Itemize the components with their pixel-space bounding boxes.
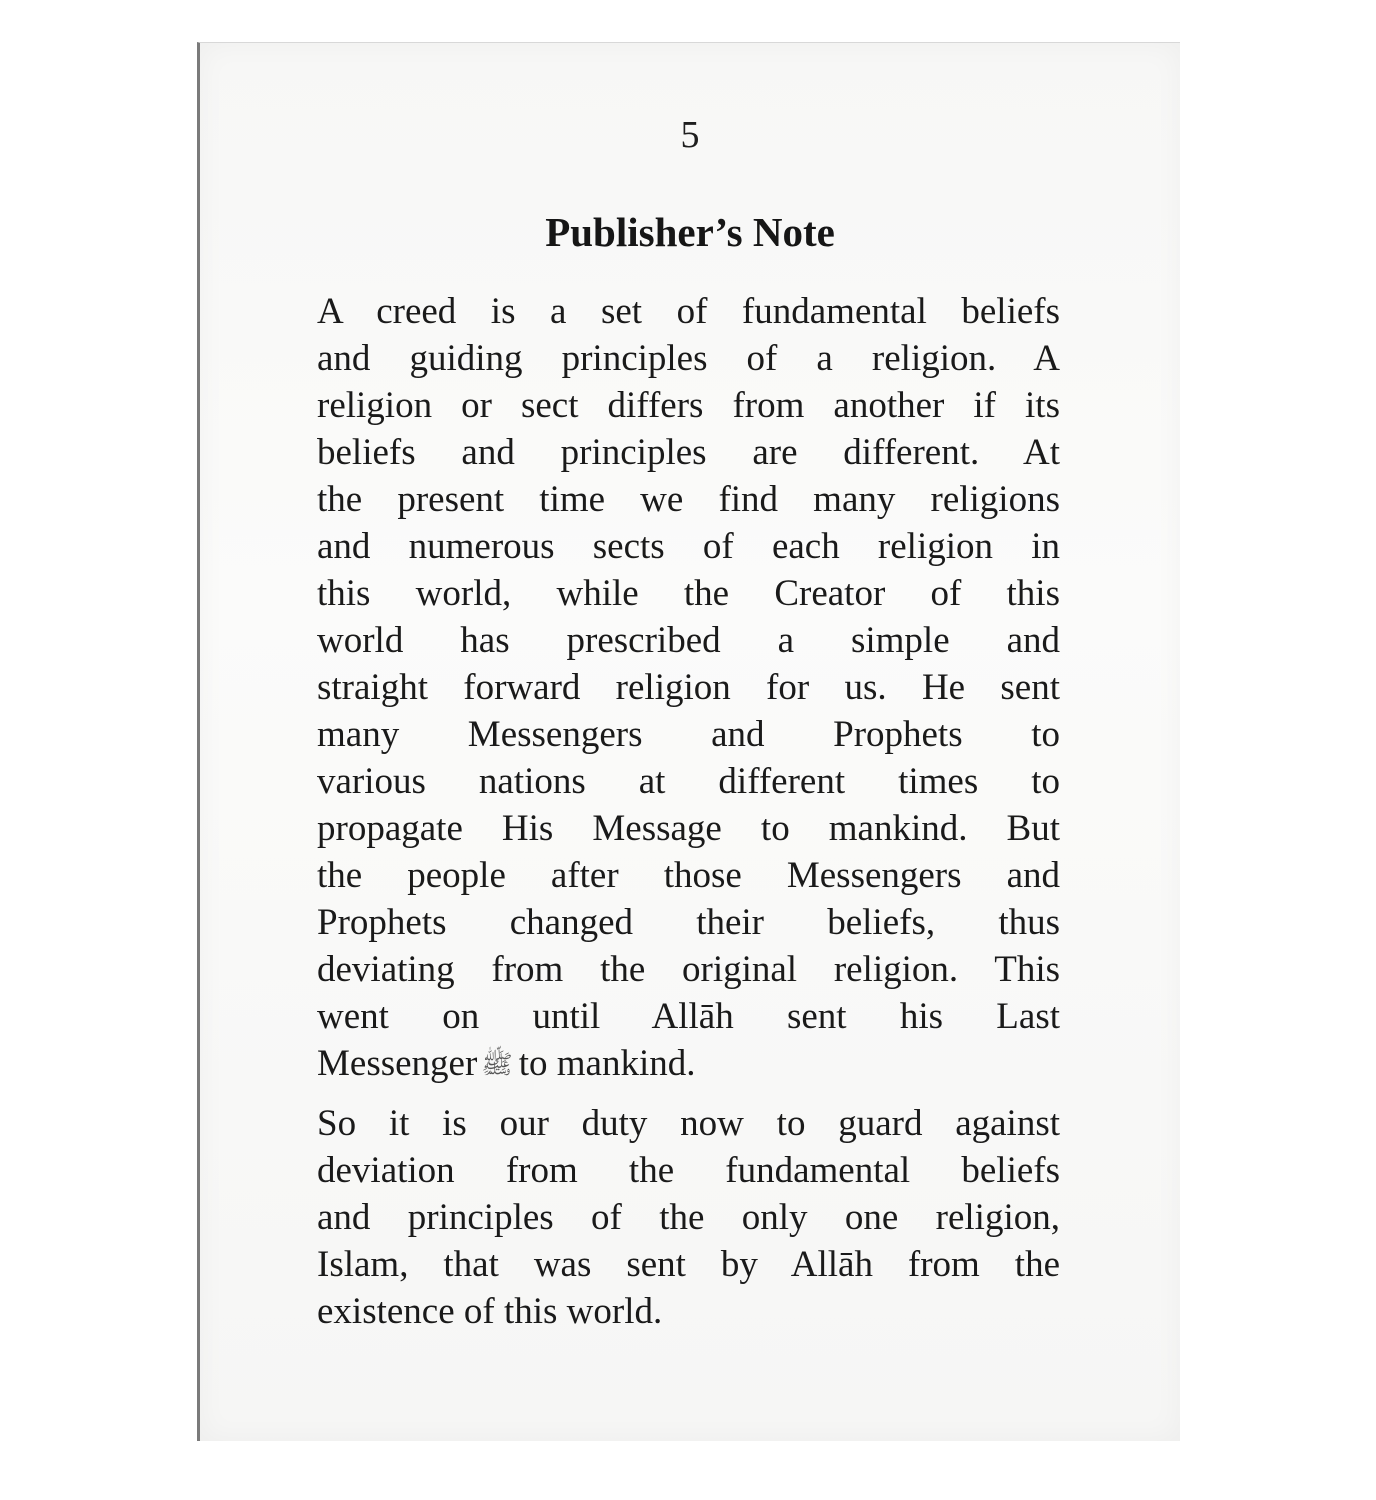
text-line: straight forward religion for us. He sent (317, 667, 1060, 708)
honorific-symbol: ﷺ (481, 1050, 513, 1079)
text-line-final (317, 1040, 1060, 1087)
text-line: Islam, that was sent by Allāh from the (317, 1244, 1060, 1285)
text-line: So it is our duty now to guard against (317, 1103, 1060, 1144)
text-line: various nations at different times to (317, 761, 1060, 802)
page-title: Publisher’s Note (545, 209, 835, 255)
text-line: the people after those Messengers and (317, 855, 1060, 896)
text-line: world has prescribed a simple and (317, 620, 1060, 661)
text-line: this world, while the Creator of this (317, 573, 1060, 614)
text-line: beliefs and principles are different. At (317, 432, 1060, 473)
text-line: many Messengers and Prophets to (317, 714, 1060, 755)
text-line: and principles of the only one religion, (317, 1197, 1060, 1238)
text-line: religion or sect differs from another if its (317, 385, 1060, 426)
text-line: Prophets changed their beliefs, thus (317, 902, 1060, 943)
text-fragment: Messenger (317, 1043, 478, 1084)
text-line: deviation from the fundamental beliefs (317, 1150, 1060, 1191)
text-line: the present time we find many religions (317, 479, 1060, 520)
text-line: propagate His Message to mankind. But (317, 808, 1060, 849)
text-line: and numerous sects of each religion in (317, 526, 1060, 567)
paragraph-1 (317, 288, 1060, 1087)
text-line: and guiding principles of a religion. A (317, 338, 1060, 379)
text-line: A creed is a set of fundamental beliefs (317, 291, 1060, 332)
page-number: 5 (680, 114, 700, 156)
paragraph-2 (317, 1100, 1060, 1335)
text-line: deviating from the original religion. This (317, 949, 1060, 990)
text-line: existence of this world. (317, 1291, 663, 1332)
book-page (197, 42, 1180, 1441)
text-fragment: to mankind. (518, 1043, 696, 1084)
text-line: went on until Allāh sent his Last (317, 996, 1060, 1037)
